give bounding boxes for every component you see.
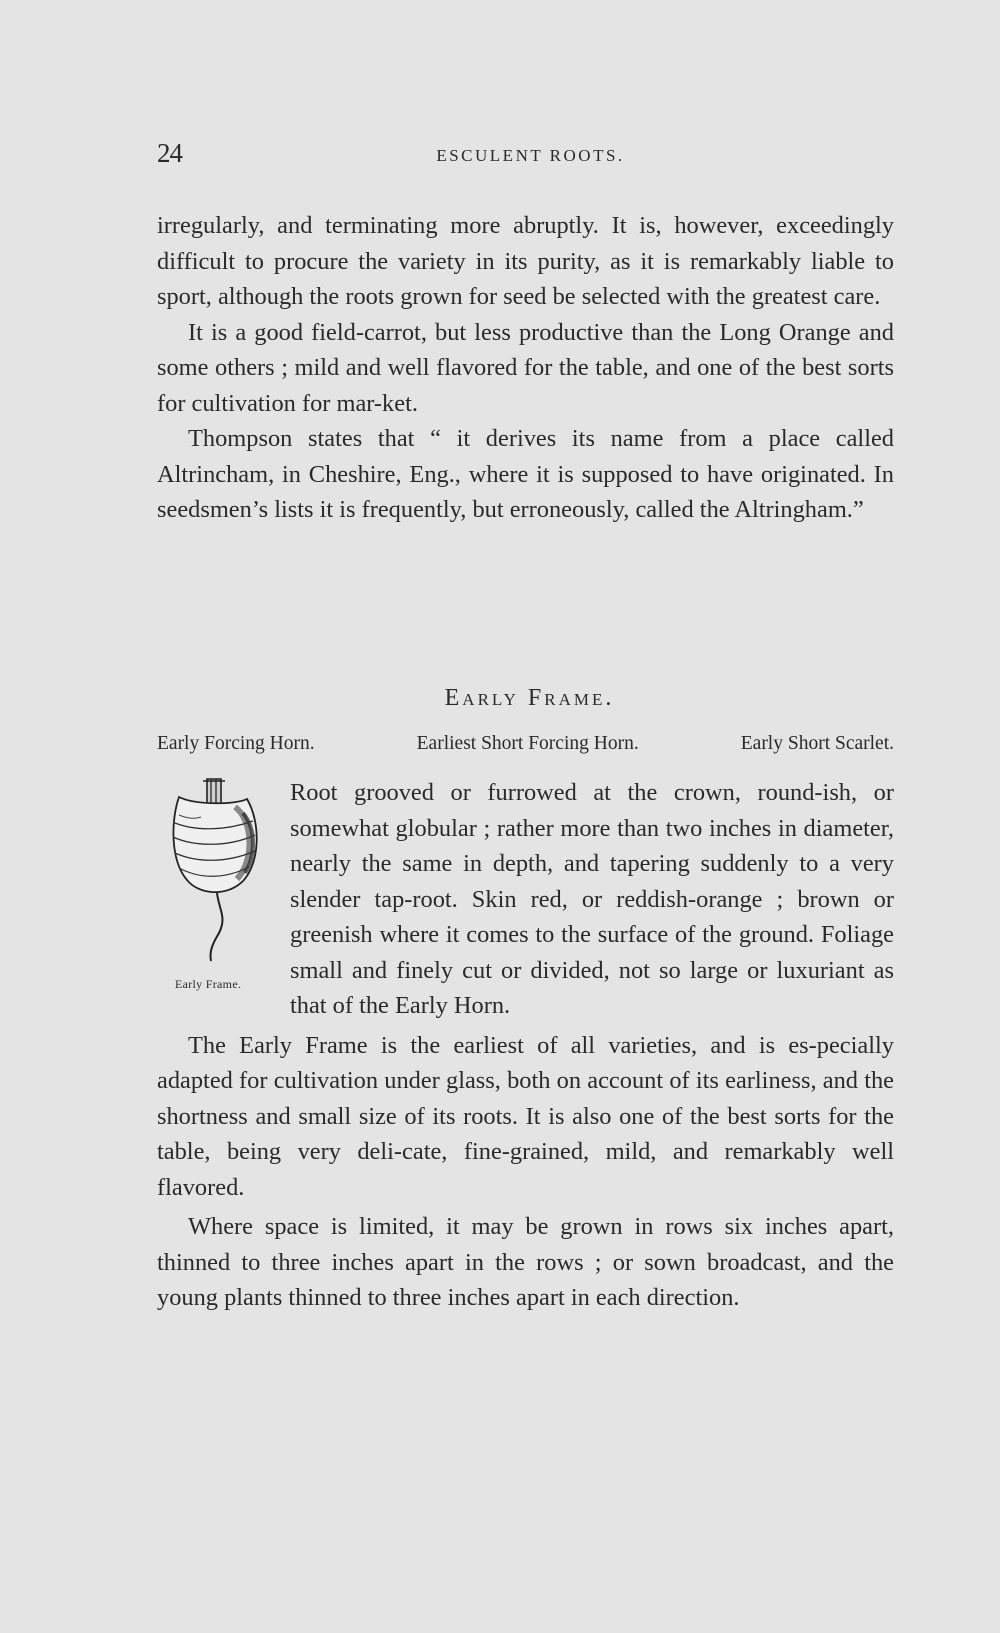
- synonym-list: [157, 733, 894, 755]
- synonym-item: Earliest Short Forcing Horn.: [416, 733, 639, 754]
- paragraph-earliest-variety: The Early Frame is the earliest of all varieties, and is es-pecially adapted for cultivation under glass, both on account of its earliness, and the shortness and small size of its roots. It is also one of the best sorts for the table, being very deli-cate, fine-grained, mild, and remarkably well flavored.: [157, 1031, 894, 1201]
- figure: [157, 775, 282, 990]
- body-text-top: [157, 208, 894, 528]
- section-heading: Early Frame.: [444, 685, 615, 711]
- page-number: 24: [157, 138, 182, 168]
- synonym-item: Early Forcing Horn.: [157, 733, 315, 754]
- carrot-root-illustration-icon: [165, 775, 275, 965]
- paragraph-thompson-quote: Thompson states that “ it derives its name from a place called Altrincham, in Cheshire, Eng., where it is supposed to have originated. In seedsmen’s lists it is frequently, but erroneously, called the Altringham.”: [157, 425, 894, 523]
- figure-caption: Early Frame.: [175, 977, 242, 991]
- running-head: [157, 138, 894, 174]
- paragraph-continuation: irregularly, and terminating more abruptly. It is, however, exceedingly difficult to procure the variety in its purity, as it is remarkably liable to sport, although the roots grown for seed be selected with the greatest care.: [157, 212, 894, 310]
- synonym-item: Early Short Scarlet.: [740, 733, 894, 754]
- paragraph-field-carrot: It is a good field-carrot, but less productive than the Long Orange and some others ; mild and well flavored for the table, and one of the best sorts for cultivation for mar-ket.: [157, 318, 894, 417]
- running-title: ESCULENT ROOTS.: [436, 146, 625, 165]
- paragraph-description: Root grooved or furrowed at the crown, round-ish, or somewhat globular ; rather more than two inches in diameter, nearly the same in depth, and tapering suddenly to a very slender tap-root. Skin red, or reddish-orange ; brown or greenish where it comes to the surface of the ground. Foliage small and finely cut or divided, not so large or luxuriant as that of the Early Horn.: [290, 779, 894, 1019]
- paragraph-spacing: Where space is limited, it may be grown in rows six inches apart, thinned to three inches apart in the rows ; or sown broadcast, and the young plants thinned to three inches apart in each direction.: [157, 1213, 894, 1311]
- section-body: [157, 775, 894, 1316]
